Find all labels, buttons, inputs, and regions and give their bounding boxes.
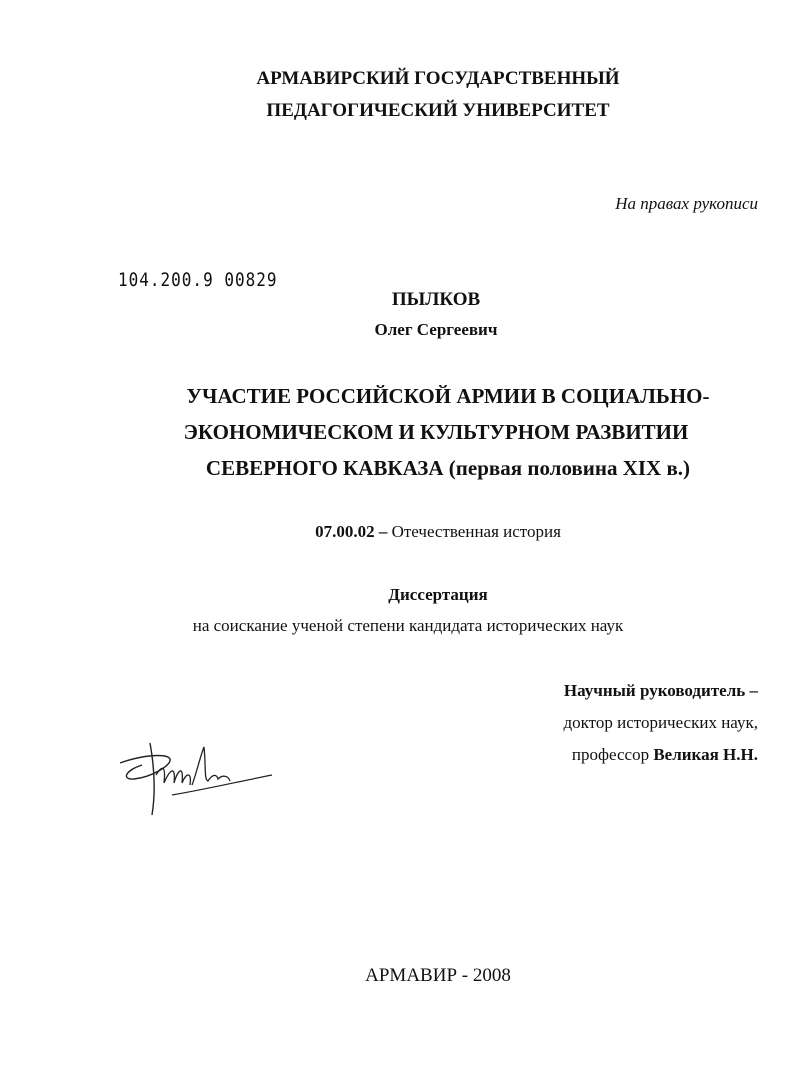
title-line-3-main: СЕВЕРНОГО КАВКАЗА [205,456,444,480]
supervisor-label: Научный руководитель – [563,681,758,700]
title-line-3 [52,456,792,481]
author-surname: ПЫЛКОВ [391,289,481,310]
specialty-code: 07.00.02 [315,522,375,541]
supervisor-title: профессор [571,745,650,764]
title-line-3-period: (первая половина XIX в.) [448,456,691,480]
registration-stamp: 104.200.9 00829 [118,268,278,291]
specialty [42,522,792,542]
supervisor-degree: доктор исторических наук, [563,713,758,732]
title-line-1: УЧАСТИЕ РОССИЙСКОЙ АРМИИ В СОЦИАЛЬНО- [186,384,710,408]
supervisor-title-name [572,745,758,765]
specialty-separator: – [378,522,388,541]
university-name-line-1: АРМАВИРСКИЙ ГОСУДАРСТВЕННЫЙ [256,68,620,89]
university-name-line-2: ПЕДАГОГИЧЕСКИЙ УНИВЕРСИТЕТ [266,100,610,121]
specialty-name: Отечественная история [391,522,561,541]
document-purpose: на соискание ученой степени кандидата исторических наук [192,616,624,635]
document-type: Диссертация [388,585,488,604]
city-year: АРМАВИР - 2008 [365,965,511,986]
rights-note: На правах рукописи [615,194,758,213]
title-line-2: ЭКОНОМИЧЕСКОМ И КУЛЬТУРНОМ РАЗВИТИИ [183,420,689,444]
supervisor-name: Великая Н.Н. [653,745,758,764]
author-given-names: Олег Сергеевич [374,320,498,339]
handwritten-signature [112,735,282,825]
